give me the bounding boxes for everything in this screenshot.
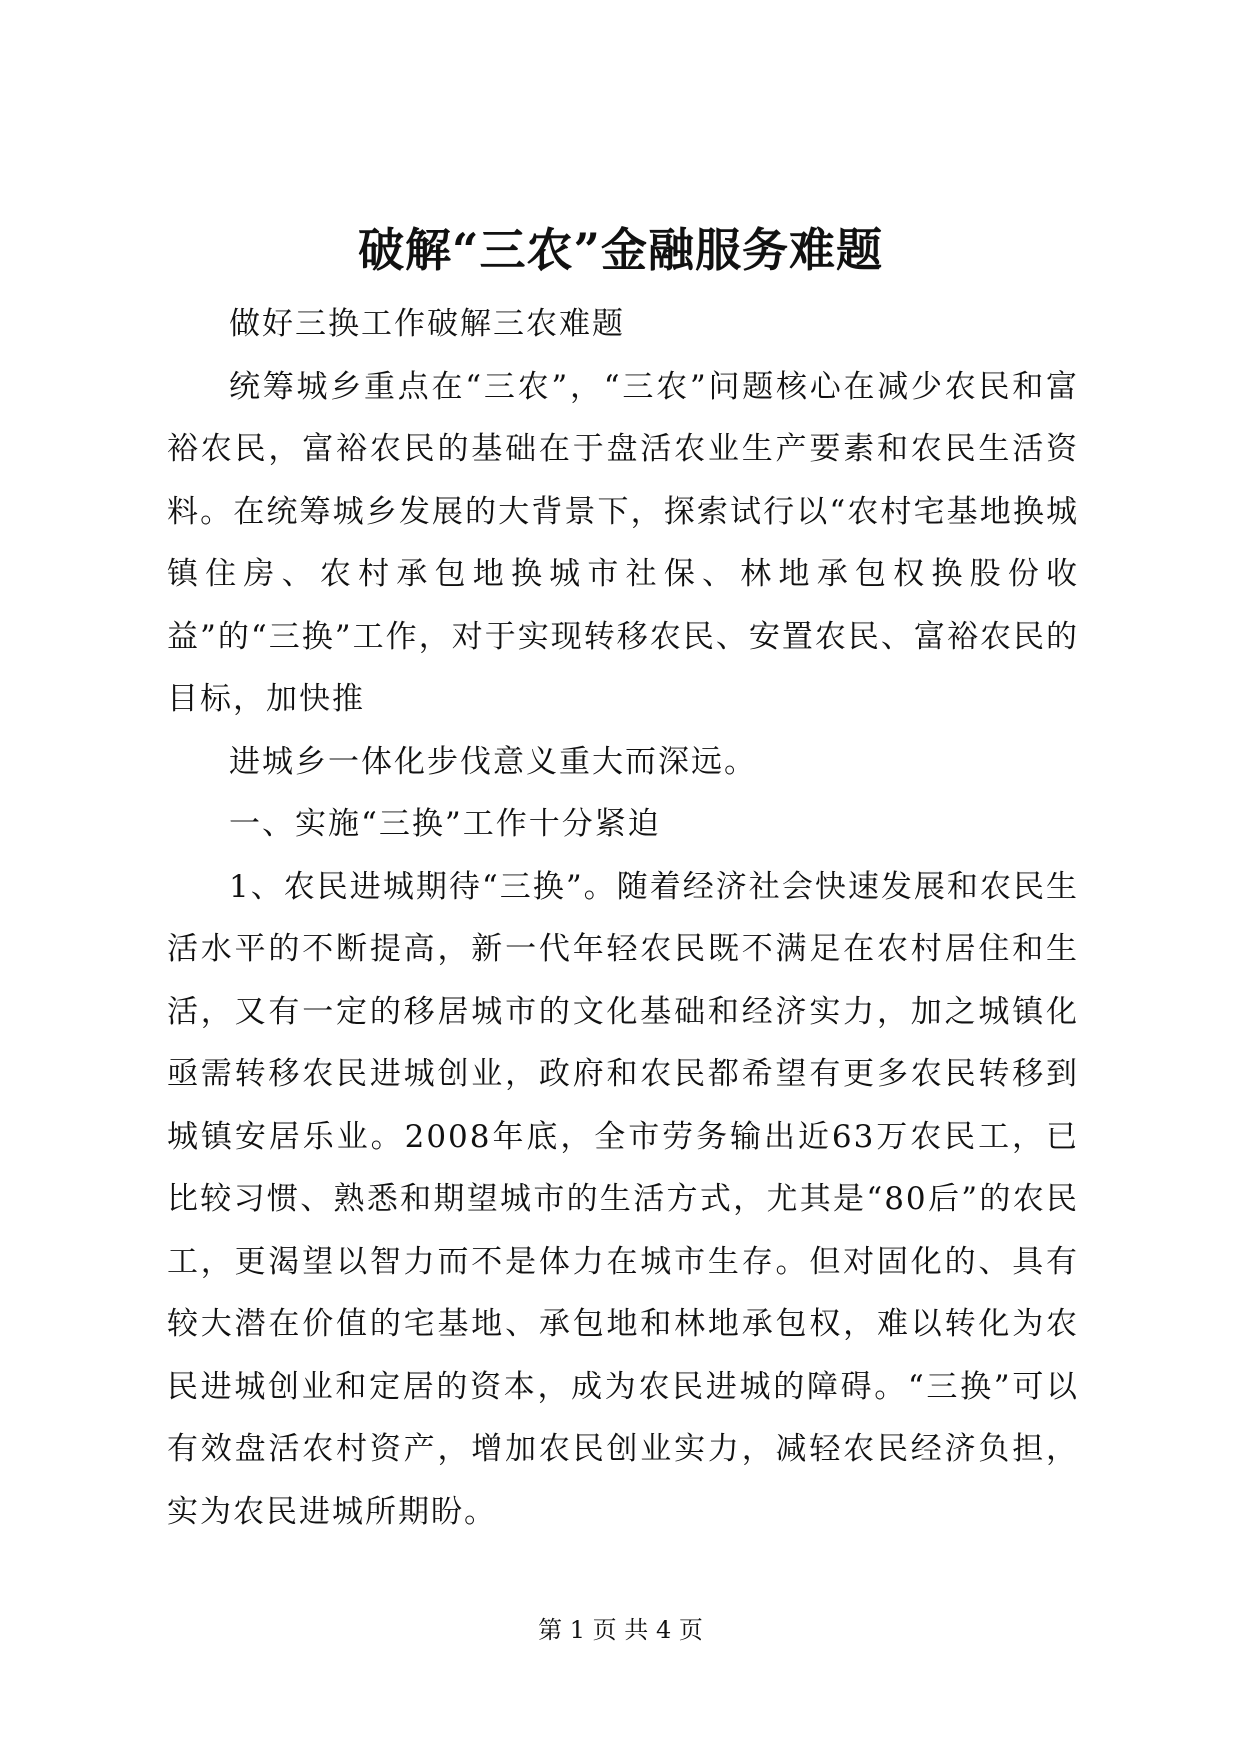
- page-footer: 第 1 页 共 4 页: [538, 1616, 703, 1644]
- paragraph-continuation: 进城乡一体化步伐意义重大而深远。: [229, 743, 757, 780]
- paragraph-intro: 统筹城乡重点在“三农”，“三农”问题核心在减少农民和富裕农民，富裕农民的基础在于盘活农业生产要素和农民生活资料。在统筹城乡发展的大背景下，探索试行以“农村宅基地换城镇住房、农村承包地换城市社保、林地承包权换股份收益”的“三换”工作，对于实现转移农民、安置农民、富裕农民的目标，加快推: [167, 368, 1079, 717]
- paragraph-point-1: 1、农民进城期待“三换”。随着经济社会快速发展和农民生活水平的不断提高，新一代年轻农民既不满足在农村居住和生活，又有一定的移居城市的文化基础和经济实力，加之城镇化亟需转移农民进城创业，政府和农民都希望有更多农民转移到城镇安居乐业。2008年底，全市劳务输出近63万农民工，已比较习惯、熟悉和期望城市的生活方式，尤其是“80后”的农民工，更渴望以智力而不是体力在城市生存。但对固化的、具有较大潜在价值的宅基地、承包地和林地承包权，难以转化为农民进城创业和定居的资本，成为农民进城的障碍。“三换”可以有效盘活农村资产，增加农民创业实力，减轻农民经济负担，实为农民进城所期盼。: [167, 868, 1079, 1530]
- document-title: 破解“三农”金融服务难题: [358, 223, 883, 277]
- document-body: [167, 293, 1079, 1543]
- section-heading-1: 一、实施“三换”工作十分紧迫: [229, 806, 661, 842]
- paragraph-subtitle: 做好三换工作破解三农难题: [229, 306, 625, 342]
